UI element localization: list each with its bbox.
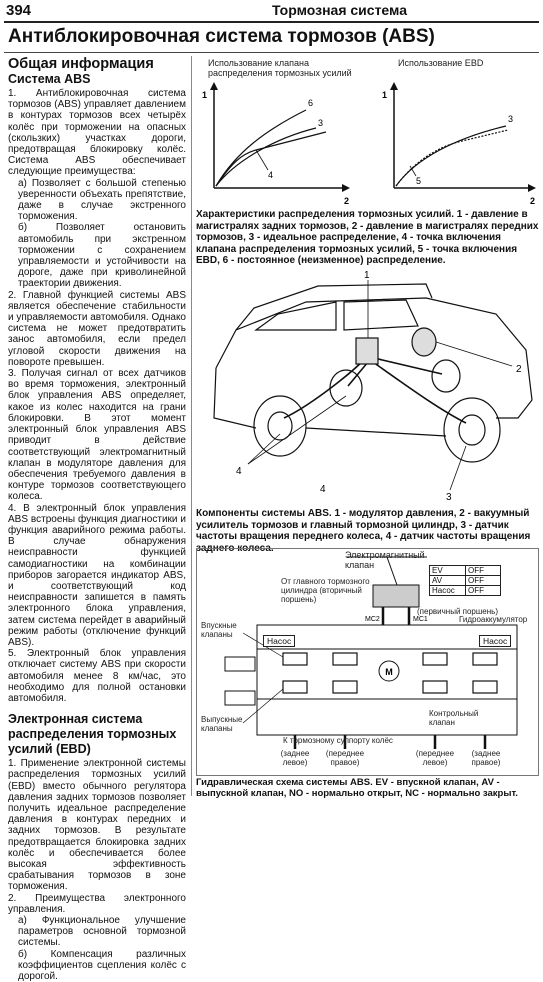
- legend-key: AV: [430, 576, 466, 585]
- legend-value: OFF: [468, 586, 484, 595]
- brake-booster: [412, 328, 436, 356]
- solenoid-label: Электромагнитный клапан: [345, 550, 425, 570]
- front-hub: [459, 415, 485, 445]
- curve-label: 5: [416, 176, 422, 186]
- accumulator-label: Гидроаккумулятор: [459, 615, 528, 624]
- ebd-subheading: Электронная система распределения тормозных усилий (EBD): [8, 712, 177, 757]
- curve-ideal: [216, 128, 316, 186]
- valve-symbol: [225, 657, 255, 671]
- title-divider: [4, 52, 539, 53]
- ebd-paragraph: 2. Преимущества электронного управления.: [8, 892, 186, 915]
- leader-line: [436, 342, 512, 366]
- curve-label: 3: [318, 118, 324, 128]
- abs-paragraph: б) Позволяет остановить автомобиль при экстренном торможении с сохранением управляемости и устойчивости на дороге, даже при криволинейной траектории движения.: [18, 222, 186, 290]
- pump-left: Насос: [263, 635, 295, 647]
- fig1-left-label: Использование клапана распределения тормозных усилий: [208, 58, 352, 78]
- inlet-valve: [283, 653, 307, 665]
- control-valve-label: Контрольный клапан: [429, 709, 479, 727]
- front-wheel: [444, 398, 500, 462]
- curve-constant: [216, 110, 306, 186]
- inlet-valve: [473, 653, 497, 665]
- callout-label: 4: [320, 484, 326, 495]
- page-number: 394: [6, 2, 32, 19]
- mc2-label: MC2: [365, 616, 380, 623]
- abs-paragraph: 4. В электронный блок управления ABS встроены функция диагностики и функция аварийного режима работы. В случае обнаружения неисправности функцией самодиагностики на комбинации приборов загорается индикатор ABS, и соответствующий код неисправности запишется в память электронного блока управления, затем система перейдет в аварийный режим работы (отключение функций ABS).: [8, 502, 186, 648]
- brake-line: [284, 358, 366, 418]
- ebd-paragraph: б) Компенсация различных коэффициентов сцепления колёс с дорогой.: [18, 948, 186, 982]
- left-y-label: 1: [202, 90, 208, 100]
- curve-label: 6: [308, 98, 314, 108]
- abs-paragraph: 1. Антиблокировочная система тормозов (ABS) управляет давлением в контурах тормозов всех четырёх колёс при торможении на опасных (скользких) участках дороги, предотвращая блокировку колёс. Система ABS обеспечивает следующие преимущества:: [8, 88, 186, 178]
- vehicle-rear: [214, 368, 256, 428]
- pump-right: Насос: [479, 635, 511, 647]
- fig1-right-label: Использование EBD: [398, 58, 484, 68]
- callout-label: 3: [446, 492, 452, 503]
- ebd-paragraph: 1. Применение электронной системы распределения тормозных усилий (EBD) вместо обычного регулятора давления задних тормозов позволяет получить идеальное распределение давления в контурах передних и задних тормозов. В результате предотвращается блокировка задних колёс и обеспечивается более высокая эффективность срабатывания тормозов в зоне торможения.: [8, 758, 186, 893]
- legend-key: EV: [430, 566, 466, 575]
- leader-line: [248, 434, 280, 464]
- header-divider: [4, 21, 539, 23]
- primary-piston-label: (первичный поршень): [417, 607, 498, 616]
- outlet-valve: [283, 681, 307, 693]
- front-left-label: (переднее левое): [415, 749, 455, 767]
- callout-label: 4: [236, 466, 242, 477]
- abs-paragraph: 3. Получая сигнал от всех датчиков во время торможения, электронный блок управления ABS определяет, какое из колес находится на грани блокировки. В этот момент электронный блок управления ABS приводит в действие соответствующий электромагнитный клапан в модуляторе давления для обеспечения требуемого давления в контуре тормозов соответствующего колеса.: [8, 368, 186, 503]
- callout-label: 1: [364, 270, 370, 281]
- leader-line: [256, 150, 268, 170]
- outlet-valves-label: Выпускные клапаны: [201, 715, 243, 733]
- legend-value: OFF: [468, 566, 484, 575]
- abs-subheading: Система ABS: [8, 72, 91, 86]
- page-title: Антиблокировочная система тормозов (ABS): [8, 26, 435, 47]
- curve-ebd: [396, 130, 508, 186]
- abs-paragraph: 5. Электронный блок управления отключает систему ABS при скорости автомобиля менее 8 км/час, это необходимо для полной остановки автомобиля.: [8, 648, 186, 704]
- outlet-valve: [473, 681, 497, 693]
- brake-line: [374, 358, 442, 374]
- legend-row: [430, 586, 500, 595]
- rear-right-label: (заднее правое): [471, 749, 501, 767]
- curve-label: 4: [268, 170, 274, 180]
- brake-line: [370, 360, 466, 423]
- vehicle-sill: [306, 428, 446, 436]
- right-x-label: 2: [530, 196, 536, 206]
- hydraulic-scheme: [196, 548, 539, 776]
- right-y-label: 1: [382, 90, 388, 100]
- left-column: [8, 56, 186, 982]
- vehicle-window: [344, 300, 418, 330]
- fig1-caption: Характеристики распределения тормозных усилий. 1 - давление в магистралях задних тормозов, 2 - давление в магистралях передних тормозов, 3 - идеальное распределение, 4 - точка включения клапана распределения тормозных усилий, 5 - точка включения EBD, 6 - постоянное (неизменное) распределение.: [196, 209, 539, 266]
- legend-value: OFF: [468, 576, 484, 585]
- outlet-valve: [423, 681, 447, 693]
- valve-symbol: [225, 691, 255, 705]
- inlet-valve: [423, 653, 447, 665]
- arrow-right-icon: [342, 184, 350, 192]
- general-info-heading: Общая информация: [8, 56, 154, 72]
- left-x-label: 2: [344, 196, 350, 206]
- mc1-label: MC1: [413, 616, 428, 623]
- rear-left-label: (заднее левое): [280, 749, 310, 767]
- arrow-up-icon: [210, 82, 218, 90]
- abs-paragraph: 2. Главной функцией системы ABS является обеспечение стабильности и управляемости автомобиля. Однако система не может предотвратить занос автомобиля, если предел угловой скорости движения на повороте превышен.: [8, 289, 186, 368]
- abs-components-diagram: [196, 268, 539, 508]
- front-right-label: (переднее правое): [325, 749, 365, 767]
- legend-row: [430, 576, 500, 586]
- to-caliper-label: К тормозному суппорту колёс: [283, 736, 393, 745]
- arrow-up-icon: [390, 82, 398, 90]
- legend-key: Насос: [430, 586, 466, 595]
- arrow-right-icon: [528, 184, 536, 192]
- fig3-caption: Гидравлическая схема системы ABS. EV - впускной клапан, AV - выпускной клапан, NO - нормально открыт, NC - нормально закрыт.: [196, 777, 518, 799]
- legend-row: [430, 566, 500, 576]
- fig2-caption: Компоненты системы ABS. 1 - модулятор давления, 2 - вакуумный усилитель тормозов и главный тормозной цилиндр, 3 - датчик частоты вращения переднего колеса, 4 - датчик частоты вращения заднего колеса.: [196, 508, 531, 554]
- callout-label: 2: [516, 364, 522, 375]
- curve-label: 3: [508, 114, 514, 124]
- abs-paragraph: а) Позволяет с большой степенью уверенности объехать препятствие, даже в случае экстренного торможения.: [18, 177, 186, 223]
- legend-table: [429, 565, 501, 596]
- rear-wheel: [254, 396, 306, 456]
- pressure-modulator: [356, 338, 378, 364]
- brake-force-graphs: [196, 80, 541, 208]
- section-title: Тормозная система: [272, 2, 407, 18]
- inlet-valves-label: Впускные клапаны: [201, 621, 237, 639]
- leader-line: [243, 689, 283, 723]
- column-divider: [191, 56, 192, 796]
- from-master-label: От главного тормозного цилиндра (вторичный поршень): [281, 577, 370, 604]
- inlet-valve: [333, 653, 357, 665]
- motor-label: M: [385, 667, 393, 677]
- far-front-wheel: [432, 360, 460, 392]
- outlet-valve: [333, 681, 357, 693]
- ebd-paragraph: а) Функциональное улучшение параметров основной тормозной системы.: [18, 915, 186, 949]
